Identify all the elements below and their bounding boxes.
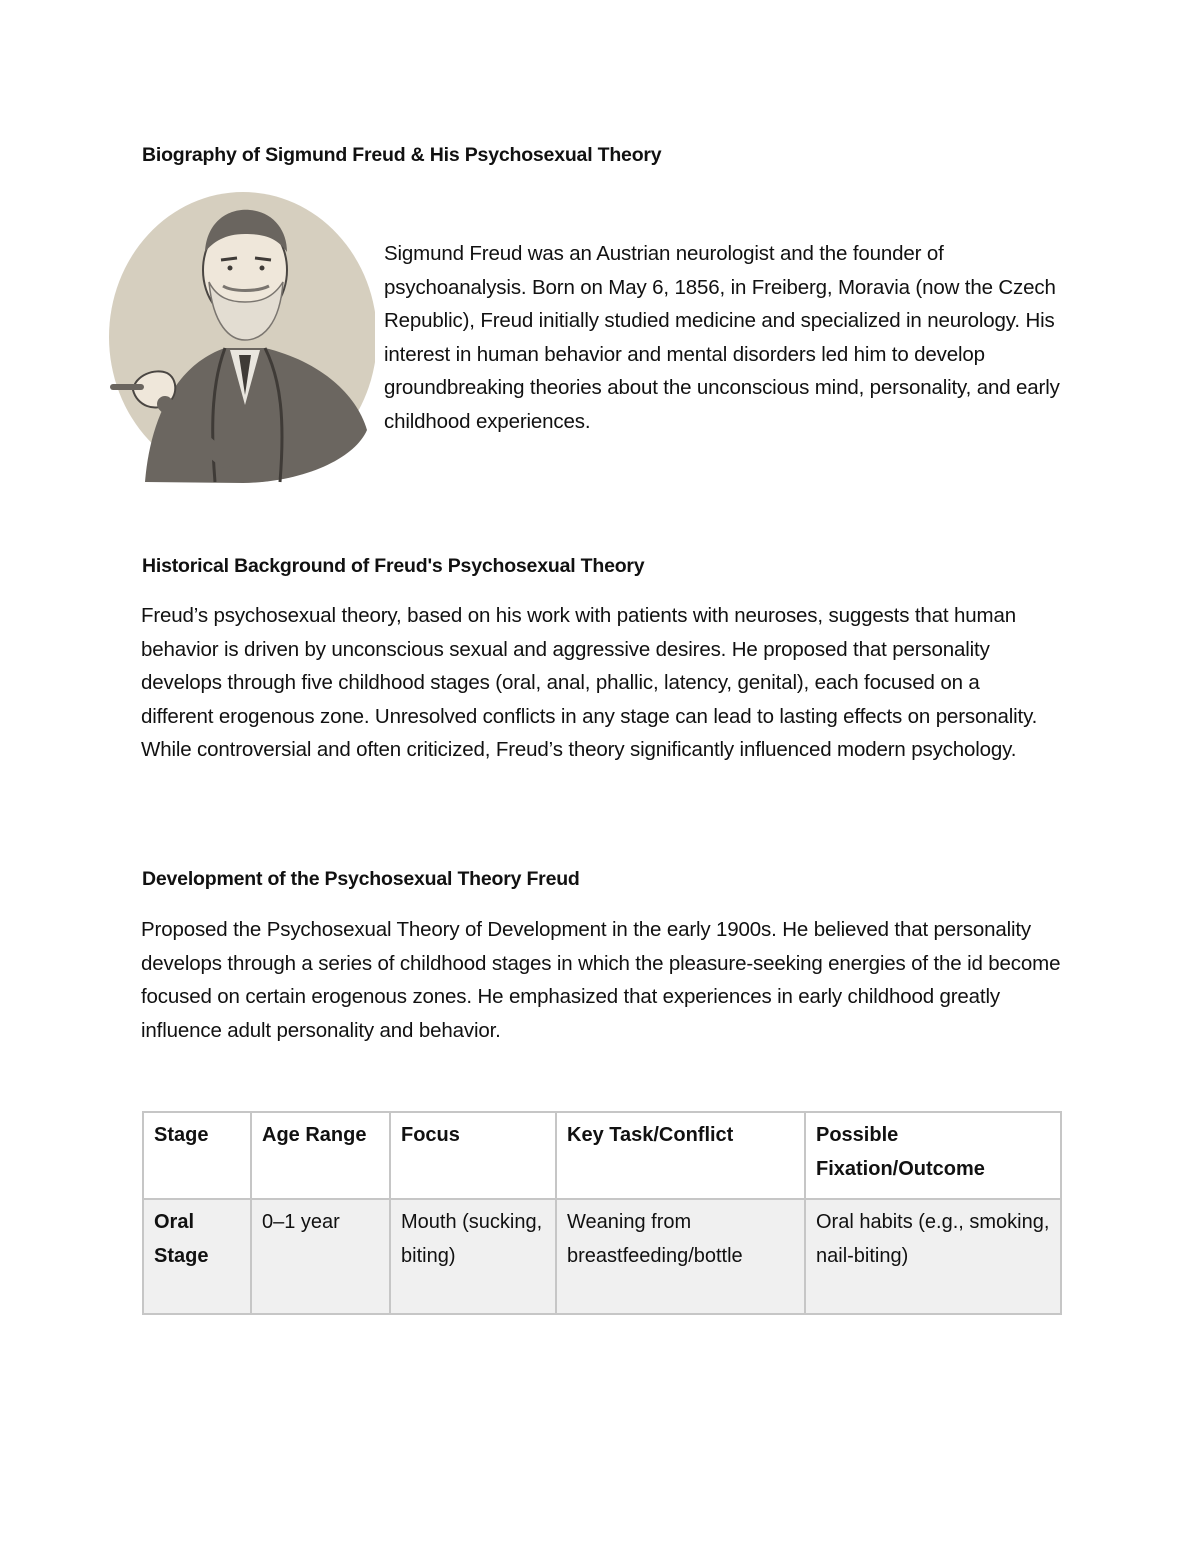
history-paragraph: Freud’s psychosexual theory, based on his work with patients with neuroses, suggests that human behavior is driven by unconscious sexual and aggressive desires. He proposed that personality develops through five childhood stages (oral, anal, phallic, latency, genital), each focused on a different erogenous zone. Unresolved conflicts in any stage can lead to lasting effects on personality. While controversial and often criticized, Freud’s theory significantly influenced modern psychology. bbox=[141, 604, 1038, 761]
header-focus: Focus bbox=[390, 1112, 556, 1199]
table-row bbox=[143, 1199, 1061, 1314]
heading-historical-background: Historical Background of Freud's Psychosexual Theory bbox=[142, 555, 645, 577]
heading-development: Development of the Psychosexual Theory Freud bbox=[142, 868, 580, 890]
table-header-row bbox=[143, 1112, 1061, 1199]
cell-stage: Oral Stage bbox=[143, 1199, 251, 1314]
cell-key-task: Weaning from breastfeeding/bottle bbox=[556, 1199, 805, 1314]
heading-biography: Biography of Sigmund Freud & His Psychosexual Theory bbox=[142, 144, 662, 166]
header-stage: Stage bbox=[143, 1112, 251, 1199]
header-key-task: Key Task/Conflict bbox=[556, 1112, 805, 1199]
header-age-range: Age Range bbox=[251, 1112, 390, 1199]
cell-fixation: Oral habits (e.g., smoking, nail-biting) bbox=[805, 1199, 1061, 1314]
development-paragraph: Proposed the Psychosexual Theory of Development in the early 1900s. He believed that personality develops through a series of childhood stages in which the pleasure-seeking energies of the id become focused on certain erogenous zones. He emphasized that experiences in early childhood greatly influence adult personality and behavior. bbox=[141, 918, 1061, 1042]
stages-table bbox=[142, 1111, 1062, 1315]
bio-paragraph: Sigmund Freud was an Austrian neurologist and the founder of psychoanalysis. Born on May 6, 1856, in Freiberg, Moravia (now the Czech Republic), Freud initially studied medicine and specialized in neurology. His interest in human behavior and mental disorders led him to develop groundbreaking theories about the unconscious mind, personality, and early childhood experiences. bbox=[384, 242, 1060, 433]
cell-age-range: 0–1 year bbox=[251, 1199, 390, 1314]
freud-portrait-illustration bbox=[105, 190, 375, 485]
header-fixation: Possible Fixation/Outcome bbox=[805, 1112, 1061, 1199]
cell-focus: Mouth (sucking, biting) bbox=[390, 1199, 556, 1314]
